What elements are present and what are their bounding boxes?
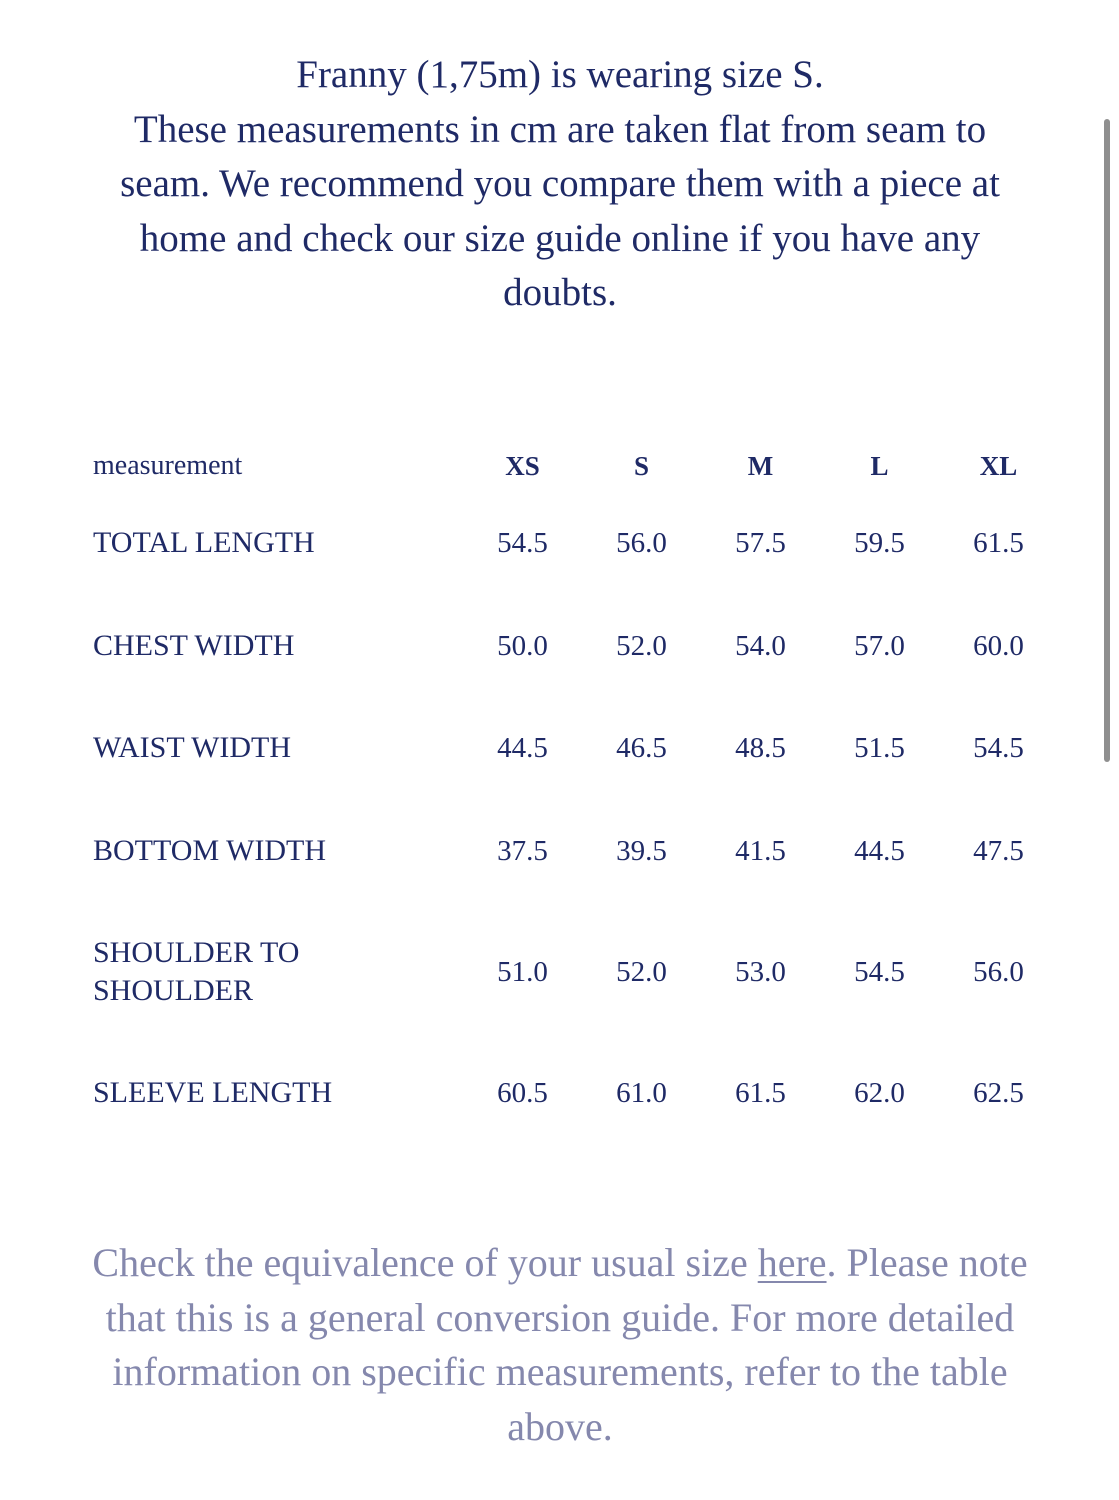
size-header-m: M (747, 450, 774, 481)
table-cell: 60.0 (973, 629, 1024, 662)
table-row-waist-width (93, 697, 1058, 800)
table-cell: 54.0 (735, 629, 786, 662)
size-header-xl: XL (979, 450, 1018, 481)
size-conversion-note (90, 1236, 1030, 1454)
size-chart-table (93, 440, 1058, 1145)
table-cell: 52.0 (616, 956, 667, 988)
model-size-note: Franny (1,75m) is wearing size S. (296, 53, 824, 96)
table-cell: 44.5 (854, 834, 905, 867)
table-cell: 60.5 (497, 1077, 548, 1110)
table-row-shoulder-to-shoulder (93, 902, 1058, 1042)
table-cell: 48.5 (735, 732, 786, 765)
table-cell: 62.0 (854, 1077, 905, 1110)
row-label: BOTTOM WIDTH (93, 833, 327, 867)
table-cell: 54.5 (973, 732, 1024, 765)
row-label: CHEST WIDTH (93, 628, 295, 662)
table-cell: 61.5 (735, 1077, 786, 1110)
table-cell: 46.5 (616, 732, 667, 765)
conversion-note-intro: Check the equivalence of your usual size (92, 1240, 758, 1285)
size-header-s: S (633, 450, 650, 481)
table-cell: 51.5 (854, 732, 905, 765)
table-cell: 50.0 (497, 629, 548, 662)
fit-description (90, 48, 1030, 321)
row-label: SLEEVE LENGTH (93, 1076, 333, 1110)
table-cell: 47.5 (973, 834, 1024, 867)
table-row-total-length (93, 492, 1058, 595)
table-cell: 56.0 (973, 956, 1024, 988)
row-label: SHOULDER TO SHOULDER (93, 936, 300, 1007)
table-cell: 53.0 (735, 956, 786, 988)
table-cell: 54.5 (497, 527, 548, 560)
table-row-chest-width (93, 595, 1058, 698)
table-cell: 44.5 (497, 732, 548, 765)
size-header-xs: XS (505, 450, 540, 481)
table-row-sleeve-length (93, 1042, 1058, 1145)
table-cell: 57.0 (854, 629, 905, 662)
table-row-bottom-width (93, 800, 1058, 903)
table-cell: 61.5 (973, 527, 1024, 560)
table-cell: 52.0 (616, 629, 667, 662)
conversion-note-rest: . Please note that this is a general conversion guide. For more detailed information on specific measurements, refer to the table above. (105, 1240, 1028, 1449)
table-header-row (93, 440, 1058, 492)
size-equivalence-link[interactable]: here (757, 1240, 827, 1285)
row-label: TOTAL LENGTH (93, 526, 315, 560)
table-cell: 61.0 (616, 1077, 667, 1110)
size-header-l: L (870, 450, 889, 481)
row-label: WAIST WIDTH (93, 731, 292, 765)
measurement-note: These measurements in cm are taken flat from seam to seam. We recommend you compare them with a piece at home and check our size guide online if you have any doubts. (120, 107, 1000, 314)
table-cell: 62.5 (973, 1077, 1024, 1110)
table-cell: 51.0 (497, 956, 548, 988)
measurement-column-header: measurement (93, 450, 243, 481)
table-cell: 59.5 (854, 527, 905, 560)
table-cell: 56.0 (616, 527, 667, 560)
conversion-note-text (90, 1236, 1030, 1454)
table-cell: 54.5 (854, 956, 905, 988)
table-cell: 39.5 (616, 834, 667, 867)
vertical-scrollbar[interactable] (1104, 119, 1110, 762)
table-cell: 37.5 (497, 834, 548, 867)
table-cell: 57.5 (735, 527, 786, 560)
table-cell: 41.5 (735, 834, 786, 867)
